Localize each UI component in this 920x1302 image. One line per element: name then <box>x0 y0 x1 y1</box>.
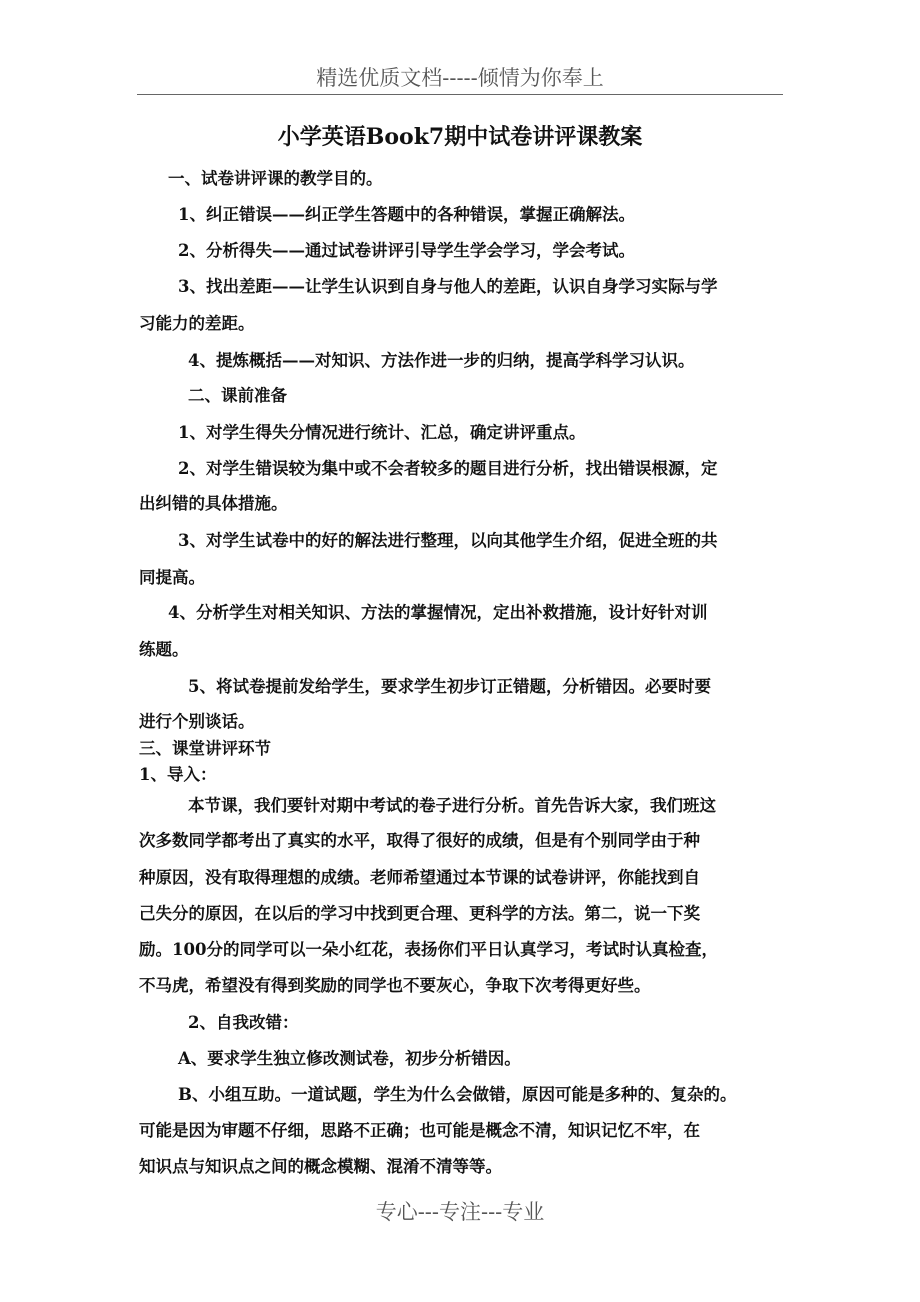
section-2-item: 1、对学生得失分情况进行统计、汇总，确定讲评重点。 <box>178 423 586 442</box>
header-divider <box>137 94 783 95</box>
section-2-item: 3、对学生试卷中的好的解法进行整理，以向其他学生介绍，促进全班的共 <box>178 531 718 550</box>
section-2-item-cont: 进行个别谈话。 <box>139 712 255 731</box>
page-header: 精选优质文档-----倾情为你奉上 <box>316 66 604 90</box>
intro-paragraph-line: 本节课，我们要针对期中考试的卷子进行分析。首先告诉大家，我们班这 <box>188 796 716 815</box>
section-1-heading: 一、试卷讲评课的教学目的。 <box>168 169 383 188</box>
self-correction-line: 可能是因为审题不仔细，思路不正确；也可能是概念不清，知识记忆不牢，在 <box>139 1121 700 1140</box>
section-2-item-cont: 同提高。 <box>139 568 205 587</box>
intro-paragraph-line: 己失分的原因，在以后的学习中找到更合理、更科学的方法。第二，说一下奖 <box>139 904 700 923</box>
section-2-item-cont: 练题。 <box>139 640 189 659</box>
section-3-heading: 三、课堂讲评环节 <box>139 739 271 758</box>
intro-paragraph-line: 次多数同学都考出了真实的水平，取得了很好的成绩，但是有个别同学由于种 <box>139 831 700 850</box>
section-2-heading: 二、课前准备 <box>188 386 287 405</box>
section-2-item: 5、将试卷提前发给学生，要求学生初步订正错题，分析错因。必要时要 <box>188 677 711 696</box>
section-1-item: 1、纠正错误——纠正学生答题中的各种错误，掌握正确解法。 <box>178 205 635 224</box>
section-2-item: 2、对学生错误较为集中或不会者较多的题目进行分析，找出错误根源，定 <box>178 459 718 478</box>
intro-paragraph-line: 不马虎，希望没有得到奖励的同学也不要灰心，争取下次考得更好些。 <box>139 976 651 995</box>
section-1-item: 4、提炼概括——对知识、方法作进一步的归纳，提高学科学习认识。 <box>188 351 695 370</box>
self-correction-line: B、小组互助。一道试题，学生为什么会做错，原因可能是多种的、复杂的。 <box>178 1085 737 1104</box>
document-title: 小学英语Book7期中试卷讲评课教案 <box>277 124 643 150</box>
self-correction-line: 知识点与知识点之间的概念模糊、混淆不清等等。 <box>139 1157 502 1176</box>
section-1-item-cont: 习能力的差距。 <box>139 314 255 333</box>
intro-paragraph-line: 种原因，没有取得理想的成绩。老师希望通过本节课的试卷讲评，你能找到自 <box>139 868 700 887</box>
page-footer: 专心---专注---专业 <box>375 1200 545 1224</box>
section-1-item: 2、分析得失——通过试卷讲评引导学生学会学习，学会考试。 <box>178 241 635 260</box>
section-2-item-cont: 出纠错的具体措施。 <box>139 494 288 513</box>
section-3-sub-1: 1、导入： <box>139 765 217 784</box>
intro-paragraph-line: 励。100分的同学可以一朵小红花，表扬你们平日认真学习，考试时认真检查， <box>139 940 718 959</box>
section-2-item: 4、分析学生对相关知识、方法的掌握情况，定出补救措施，设计好针对训 <box>168 603 708 622</box>
self-correction-line: A、要求学生独立修改测试卷，初步分析错因。 <box>178 1049 521 1068</box>
section-1-item: 3、找出差距——让学生认识到自身与他人的差距，认识自身学习实际与学 <box>178 277 718 296</box>
section-3-sub-2: 2、自我改错： <box>188 1013 299 1032</box>
